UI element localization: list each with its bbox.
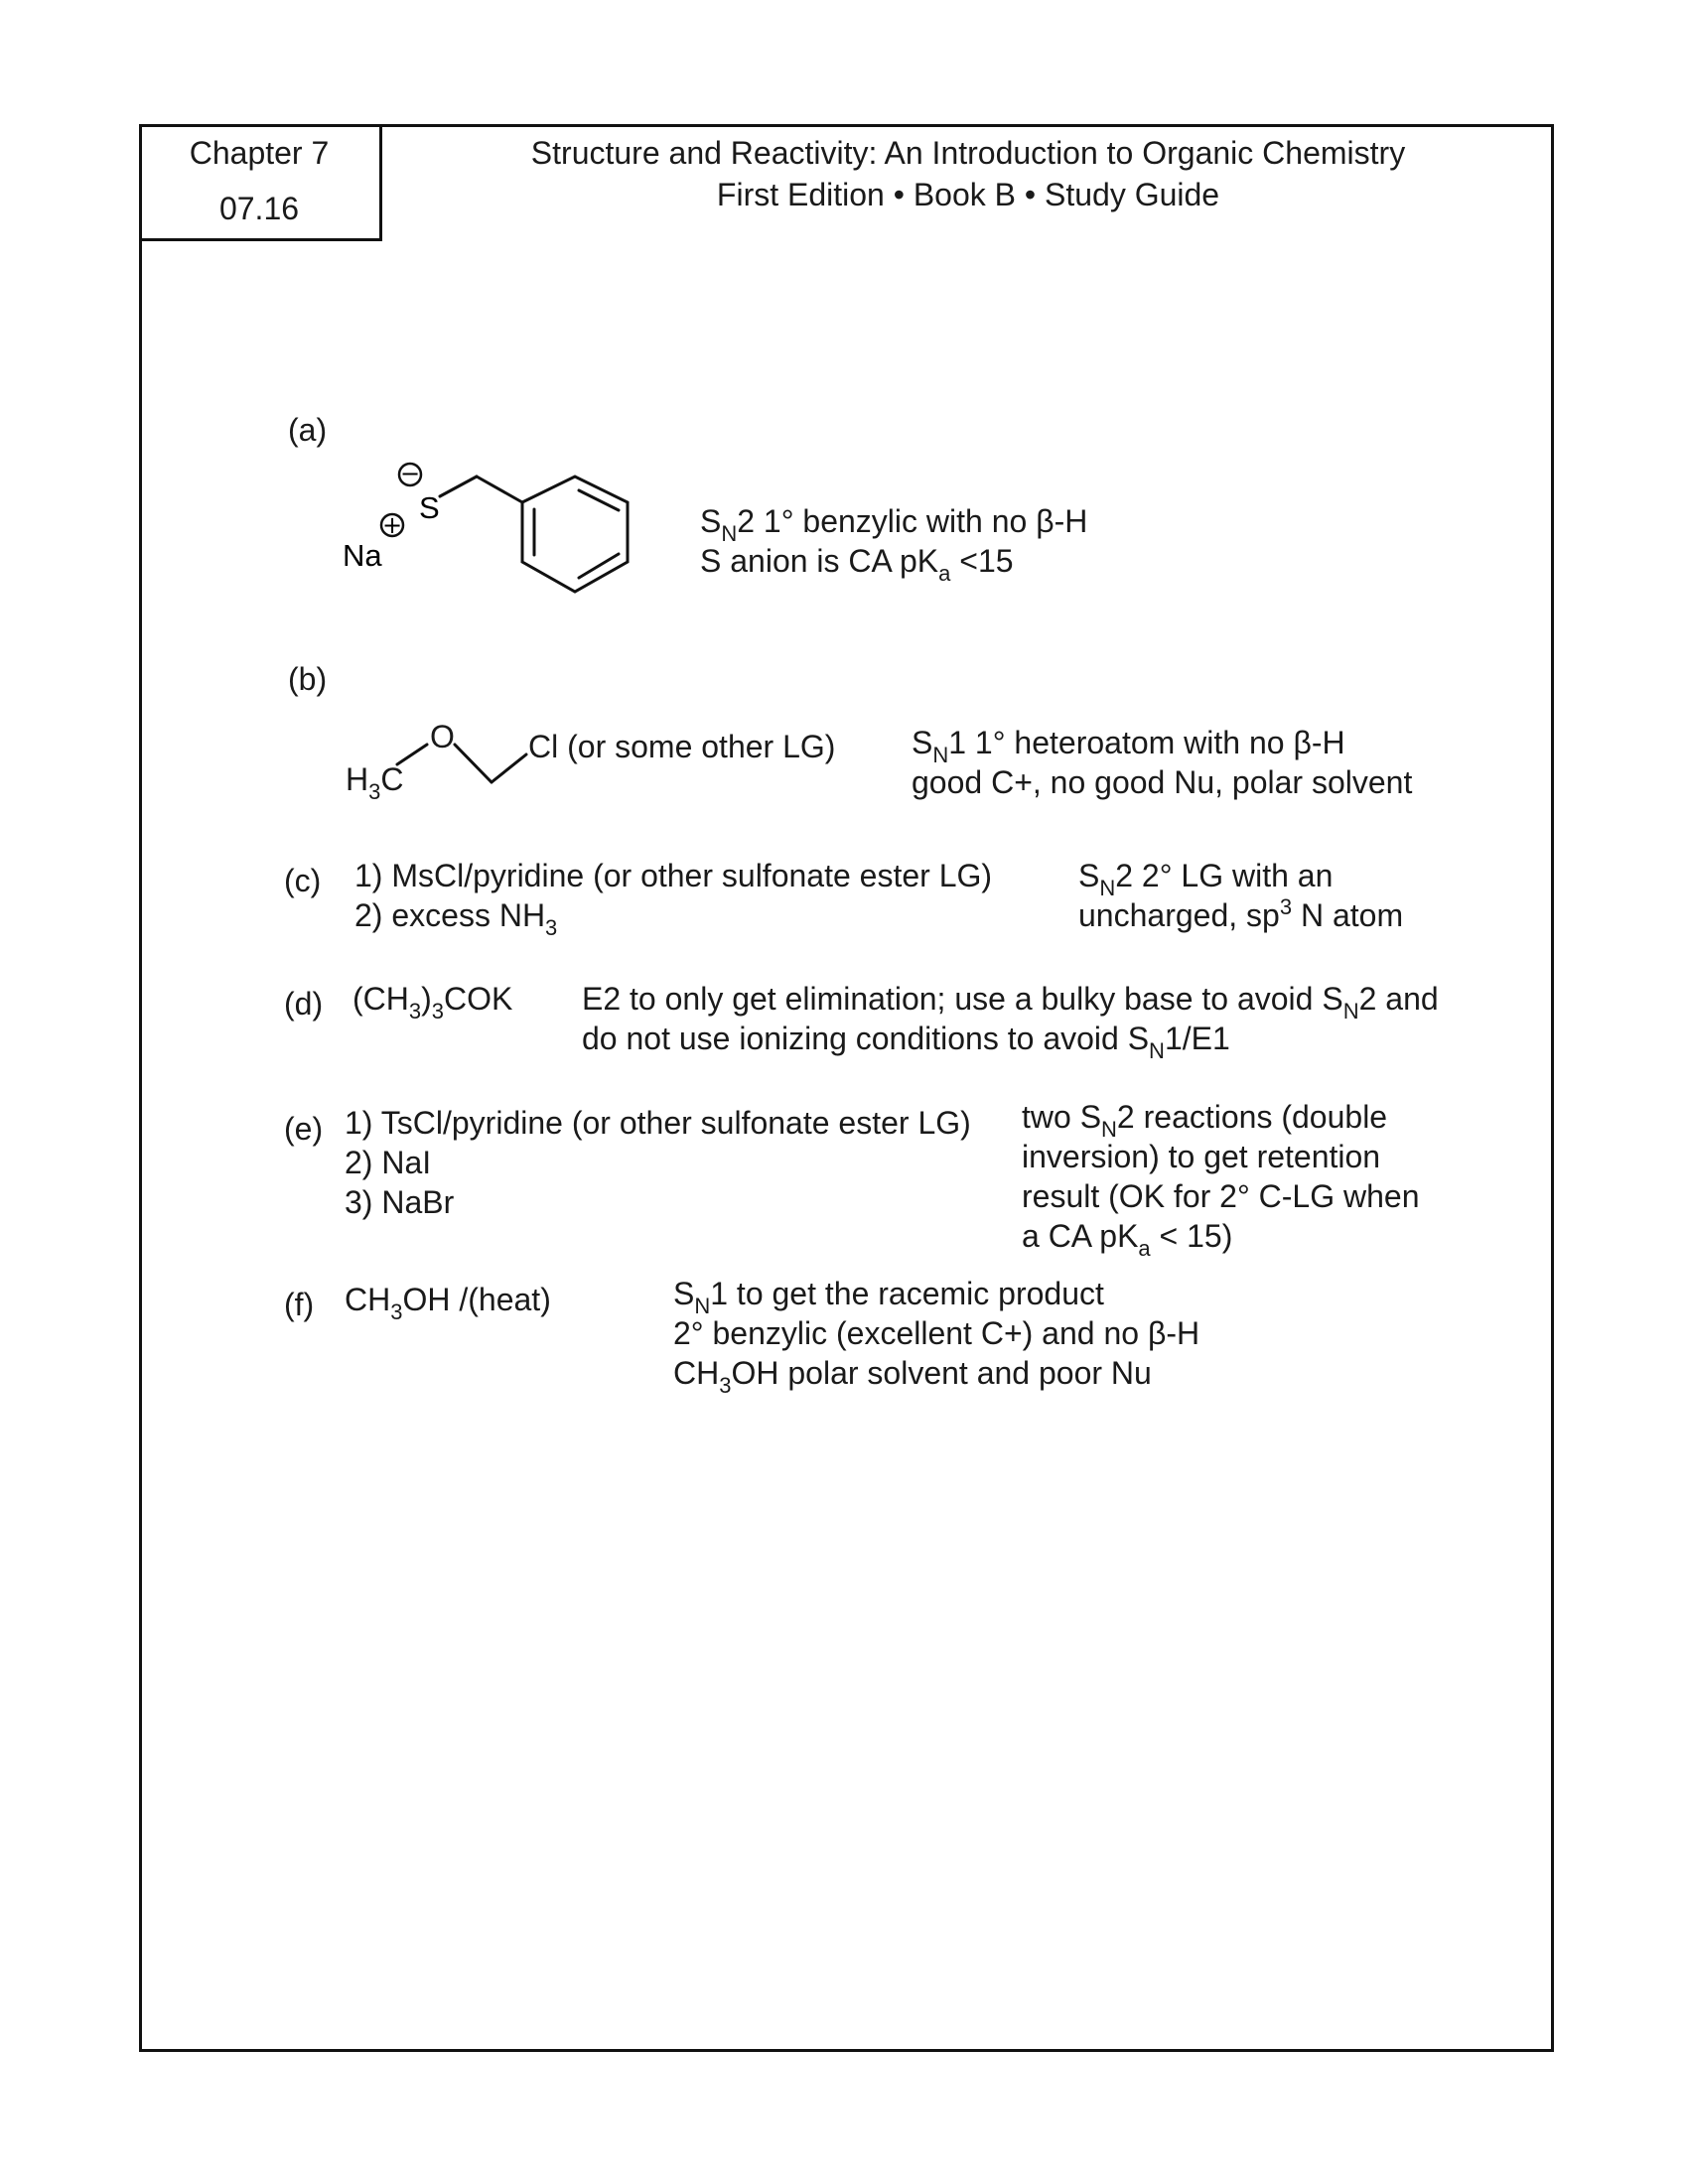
- sodium-atom-label: Na: [343, 538, 382, 573]
- part-f-note-3: $CH_3OH$ polar solvent and poor Nu: [673, 1355, 1152, 1398]
- problem-number: 07.16: [218, 191, 300, 226]
- part-c-reagent-2: 2) excess $NH_3$: [354, 897, 558, 940]
- chloride-leaving-group-label: Cl (or some other LG): [528, 729, 836, 764]
- part-f-note-1: $S_N1$ to get the racemic product: [673, 1276, 1104, 1318]
- minus-charge-sign: −: [399, 460, 421, 487]
- part-c-note-2: uncharged, $sp^3$ N atom: [1078, 894, 1404, 933]
- chapter-label: Chapter 7: [189, 135, 330, 171]
- chapter-box: [139, 124, 382, 241]
- part-c-label: (c): [284, 863, 322, 898]
- part-e-reagent-3: 3) NaBr: [345, 1184, 455, 1220]
- part-e-note-1: two $S_N2$ reactions (double: [1022, 1099, 1388, 1142]
- oxygen-atom-label: O: [430, 719, 455, 754]
- part-b-note-1: $S_N1$ 1° heteroatom with no β-H: [912, 725, 1345, 767]
- part-e-note-4: a CA $pK_a < 15$): [1022, 1218, 1233, 1261]
- book-header: [382, 132, 1554, 215]
- part-d-reagent: $(CH_3)_3COK$: [352, 981, 513, 1024]
- part-f-reagent: $CH_3OH$ /(heat): [345, 1282, 551, 1324]
- part-e-reagent-1: 1) TsCl/pyridine (or other sulfonate ester LG): [345, 1105, 971, 1141]
- ring-double-bond-3: [579, 554, 619, 578]
- part-f-note-2: 2° benzylic (excellent C+) and no β-H: [673, 1315, 1200, 1351]
- part-e-note-2: inversion) to get retention: [1022, 1139, 1381, 1174]
- part-b-label: (b): [288, 661, 328, 697]
- part-c-note-1: $S_N2$ 2° LG with an: [1078, 858, 1334, 900]
- s-ch2-bond: [440, 477, 477, 496]
- part-a-note-2: S anion is CA $pK_a <15$: [700, 543, 1014, 586]
- book-title: Structure and Reactivity: An Introduction to Organic Chemistry: [530, 135, 1406, 171]
- part-c-reagent-1: 1) MsCl/pyridine (or other sulfonate ester LG): [354, 858, 993, 893]
- part-a-label: (a): [288, 412, 328, 448]
- ch2-ring-bond: [477, 477, 522, 502]
- part-d-note-1: E2 to only get elimination; use a bulky base to avoid $S_N2$ and: [582, 981, 1439, 1024]
- page-frame: [139, 124, 1554, 2052]
- sulfur-atom-label: S: [419, 490, 440, 525]
- part-d-label: (d): [284, 986, 324, 1022]
- o-ch2-bond: [455, 745, 492, 782]
- book-subtitle: First Edition • Book B • Study Guide: [716, 177, 1220, 212]
- methyl-group-label: $H_3C$: [346, 761, 404, 804]
- part-d-note-2: do not use ionizing conditions to avoid $S_N1/E1$: [582, 1021, 1230, 1063]
- part-e-label: (e): [284, 1111, 324, 1147]
- part-e-reagent-2: 2) NaI: [345, 1145, 432, 1180]
- sodium-benzylthiolate-structure: [328, 457, 655, 625]
- benzene-ring: [522, 477, 628, 592]
- part-f-label: (f): [284, 1287, 315, 1322]
- part-b-note-2: good C+, no good Nu, polar solvent: [912, 764, 1413, 800]
- ch2-cl-bond: [492, 754, 526, 782]
- part-e-note-3: result (OK for 2° C-LG when: [1022, 1178, 1420, 1214]
- part-a-note-1: $S_N2$ 1° benzylic with no β-H: [700, 503, 1088, 546]
- plus-charge-sign: +: [381, 511, 403, 539]
